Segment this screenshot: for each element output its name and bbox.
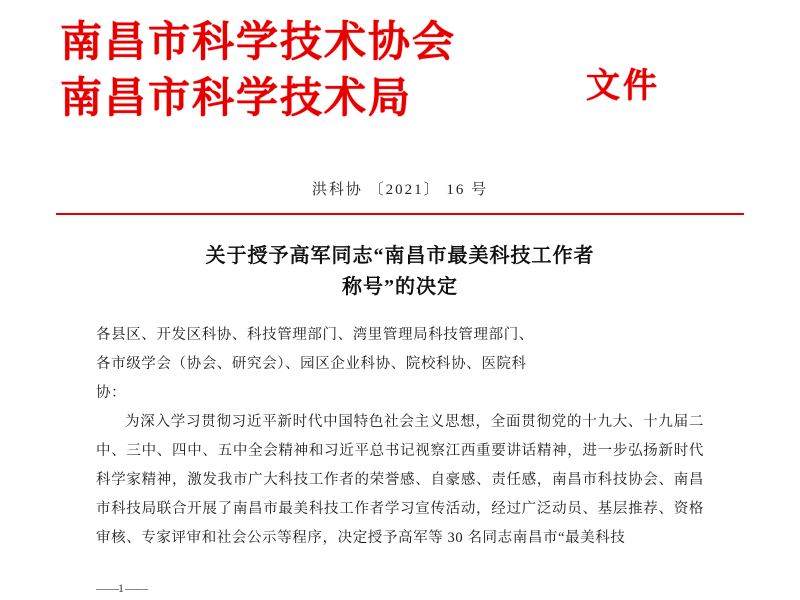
document-body — [96, 321, 704, 553]
issuing-org-line-2: 南昌市科学技术局 — [60, 76, 413, 122]
document-title-line-1: 关于授予高军同志“南昌市最美科技工作者 — [205, 245, 595, 267]
document-title — [96, 241, 704, 303]
red-separator-rule — [56, 213, 744, 215]
document-serial-number: 洪科协 〔2021〕 16 号 — [311, 182, 489, 198]
document-title-line-2: 称号”的决定 — [342, 276, 458, 298]
page-number-value: 1 — [118, 581, 125, 595]
salutation-line-2: 各市级学会（协会、研究会）、园区企业科协、院校科协、医院科 — [96, 356, 527, 372]
salutation-line-1: 各县区、开发区科协、科技管理部门、湾里管理局科技管理部门、 — [96, 327, 534, 343]
issuing-org-line-1: 南昌市科学技术协会 — [60, 20, 457, 66]
page-number-dash-left: —— — [96, 581, 118, 595]
body-paragraph-1: 为深入学习贯彻习近平新时代中国特色社会主义思想，全面贯彻党的十九大、十九届二中、三中、四中、五中全会精神和习近平总书记视察江西重要讲话精神，进一步弘扬新时代科学家精神，激发我市广大科技工作者的荣誉感、自豪感、责任感，南昌市科技协会、南昌市科技局联合开展了南昌市最美科技工作者学习宣传活动，经过广泛动员、基层推荐、资格审核、专家评审和社会公示等程序，决定授予高军等 30 名同志南昌市“最美科技 — [96, 414, 704, 546]
salutation-line-3: 协： — [96, 385, 127, 401]
page-number-dash-right: —— — [125, 581, 147, 595]
document-keyword: 文件 — [586, 68, 660, 105]
letterhead — [0, 0, 800, 142]
page-number — [96, 581, 147, 596]
